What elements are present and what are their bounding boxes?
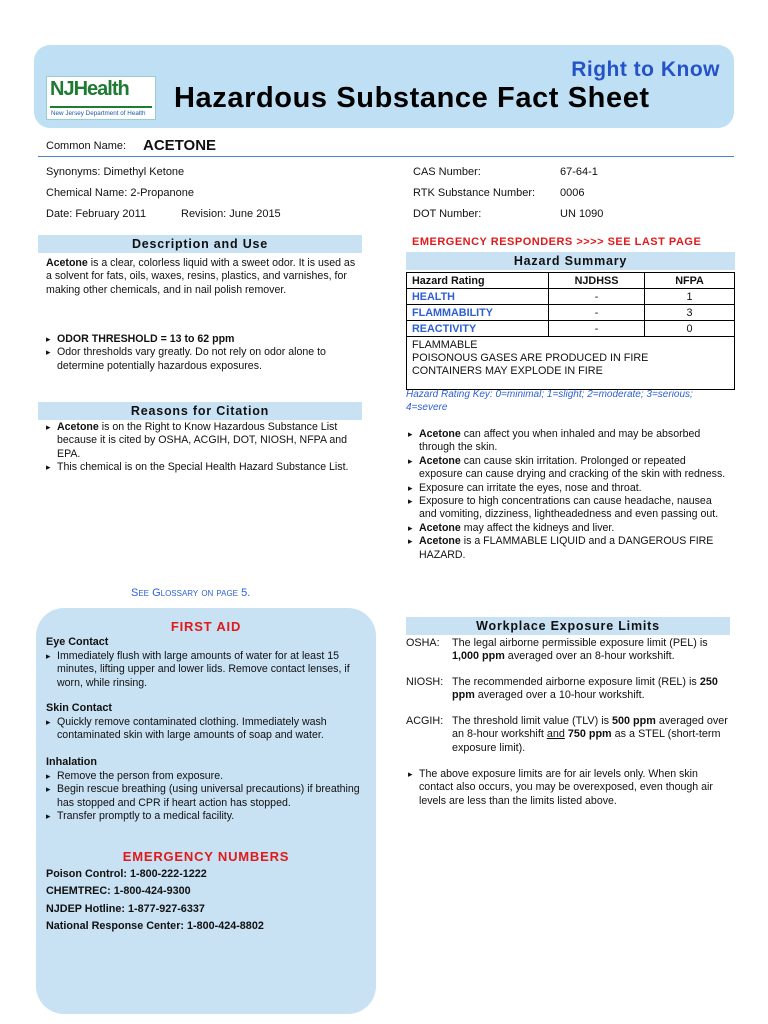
niosh-text-c: averaged over a 10-hour workshift. (474, 689, 645, 702)
niosh-limit (406, 676, 730, 703)
limits-note-list (408, 768, 730, 808)
acgih-and: and (546, 728, 565, 741)
odor-threshold-text: ODOR THRESHOLD = 13 to 62 ppm (57, 333, 235, 345)
description-body: is a clear, colorless liquid with a sweet odor. It is used as a solvent for fats, oils, waxes, resins, plastics, and varnishes, for making other chemicals, and in nail polish remover. (46, 257, 356, 296)
health-njdhss: - (549, 289, 645, 305)
hazard-table (406, 272, 735, 390)
synonyms: Synonyms: Dimethyl Ketone (46, 166, 185, 178)
skin-contact-list (46, 716, 364, 743)
cas-label: CAS Number: (413, 166, 481, 178)
osha-text (452, 637, 730, 664)
hazard-row-flammability (407, 305, 735, 321)
eye-contact-item: ▸ Immediately flush with large amounts of water for at least 15 minutes, lifting upper and lower lids. Remove contact lenses, if worn, while rinsing. (46, 650, 364, 690)
national-response-center: National Response Center: 1-800-424-8802 (46, 920, 264, 933)
revision: Revision: June 2015 (181, 208, 281, 220)
acgih-label: ACGIH: (406, 715, 444, 727)
limits-note: ▸ The above exposure limits are for air levels only. When skin contact also occurs, you may be overexposed, even though air levels are less than the limits listed above. (408, 768, 730, 808)
hazard-table-header (407, 273, 735, 289)
effect-5-lead: Acetone (419, 521, 461, 534)
chemical-name: Chemical Name: 2-Propanone (46, 187, 194, 199)
skin-contact-heading: Skin Contact (46, 702, 112, 714)
health-nfpa: 1 (645, 289, 735, 305)
right-to-know-label: Right to Know (571, 58, 720, 81)
logo-dept: New Jersey Department of Health (51, 110, 146, 117)
responders-note: EMERGENCY RESPONDERS >>>> SEE LAST PAGE (412, 236, 702, 248)
col-nfpa: NFPA (645, 273, 735, 289)
odor-list (46, 333, 358, 373)
acgih-limit (406, 715, 730, 755)
dot-value: UN 1090 (560, 208, 604, 220)
first-aid-heading: FIRST AID (170, 619, 242, 634)
citation-item-1-lead: Acetone (57, 421, 99, 433)
effect-1 (408, 428, 728, 455)
acgih-text-c: averaged over an 8-hour workshift (452, 715, 728, 741)
date: Date: February 2011 (46, 208, 147, 220)
effect-5-text: may affect the kidneys and liver. (460, 521, 615, 534)
acgih-text (452, 715, 730, 755)
citation-list (46, 421, 358, 475)
poison-control: Poison Control: 1-800-222-1222 (46, 868, 207, 880)
njdep-hotline: NJDEP Hotline: 1-877-927-6337 (46, 902, 205, 915)
niosh-value: 250 ppm (452, 676, 718, 702)
effect-2-lead: Acetone (419, 454, 461, 467)
inhalation-item-2: ▸ Begin rescue breathing (using universal precautions) if breathing has stopped and CPR if heart action has stopped. (46, 783, 364, 810)
reactivity-label: REACTIVITY (407, 321, 549, 337)
col-hazard-rating: Hazard Rating (407, 273, 549, 289)
niosh-text-a: The recommended airborne exposure limit (REL) is (452, 676, 700, 688)
citation-heading: Reasons for Citation (38, 402, 362, 420)
common-name: ACETONE (143, 137, 217, 154)
rtk-label: RTK Substance Number: (413, 187, 536, 199)
emergency-numbers (46, 866, 264, 936)
effect-2 (408, 455, 728, 482)
acgih-text-f: as a STEL (short-term exposure limit). (452, 728, 721, 754)
osha-value: 1,000 ppm (452, 650, 505, 663)
common-name-label: Common Name: (46, 140, 127, 152)
effect-2-text: can cause skin irritation. Prolonged or repeated exposure can cause drying and cracking of the skin with redness. (419, 454, 726, 481)
hazard-note-3: CONTAINERS MAY EXPLODE IN FIRE (412, 365, 603, 377)
col-njdhss: NJDHSS (549, 273, 645, 289)
osha-limit (406, 637, 730, 664)
niosh-label: NIOSH: (406, 676, 444, 688)
reactivity-njdhss: - (549, 321, 645, 337)
hazard-row-reactivity (407, 321, 735, 337)
chemtrec: CHEMTREC: 1-800-424-9300 (46, 885, 191, 898)
citation-item-2: ▸ This chemical is on the Special Health Hazard Substance List. (46, 461, 358, 474)
effect-4: ▸ Exposure to high concentrations can cause headache, nausea and vomiting, dizziness, lightheadedness and even passing out. (408, 495, 728, 522)
effect-6-text: is a FLAMMABLE LIQUID and a DANGEROUS FIRE HAZARD. (419, 535, 714, 561)
hazard-rating-key: Hazard Rating Key: 0=minimal; 1=slight; 2=moderate; 3=serious; 4=severe (406, 389, 693, 413)
niosh-text (452, 676, 730, 703)
flammability-njdhss: - (549, 305, 645, 321)
odor-threshold (46, 333, 358, 346)
glossary-link[interactable]: See Glossary on page 5. (131, 587, 251, 599)
effects-list (408, 428, 728, 562)
limits-heading: Workplace Exposure Limits (406, 617, 730, 635)
eye-contact-list (46, 650, 364, 690)
osha-label: OSHA: (406, 637, 440, 649)
logo-rule (50, 106, 152, 108)
acgih-value-stel: 750 ppm (567, 728, 612, 741)
inhalation-heading: Inhalation (46, 756, 97, 768)
effect-1-lead: Acetone (419, 428, 461, 440)
emergency-heading: EMERGENCY NUMBERS (122, 849, 290, 864)
hazard-notes (407, 337, 735, 390)
flammability-nfpa: 3 (645, 305, 735, 321)
reactivity-nfpa: 0 (645, 321, 735, 337)
page-title: Hazardous Substance Fact Sheet (174, 82, 650, 114)
description-heading: Description and Use (38, 235, 362, 253)
hazard-notes-row (407, 337, 735, 390)
acgih-text-a: The threshold limit value (TLV) is (452, 715, 613, 727)
effect-1-text: can affect you when inhaled and may be absorbed through the skin. (419, 428, 701, 454)
acgih-value-tlv: 500 ppm (612, 715, 656, 727)
hazard-note-2: POISONOUS GASES ARE PRODUCED IN FIRE (412, 352, 649, 364)
citation-item-1 (46, 421, 358, 461)
flammability-label: FLAMMABILITY (407, 305, 549, 321)
nj-health-logo (46, 76, 156, 120)
common-name-rule (38, 156, 734, 157)
cas-value: 67-64-1 (560, 166, 598, 178)
osha-text-c: averaged over an 8-hour workshift. (504, 650, 675, 663)
description-text (46, 257, 358, 297)
hazard-row-health (407, 289, 735, 305)
dot-label: DOT Number: (413, 208, 482, 220)
health-label: HEALTH (407, 289, 549, 305)
hazard-summary-heading: Hazard Summary (406, 252, 735, 270)
inhalation-item-1: ▸ Remove the person from exposure. (46, 770, 364, 783)
skin-contact-item: ▸ Quickly remove contaminated clothing. Immediately wash contaminated skin with large amounts of soap and water. (46, 716, 364, 743)
odor-note: ▸ Odor thresholds vary greatly. Do not rely on odor alone to determine potentially hazardous exposures. (46, 346, 358, 373)
description-lead: Acetone (46, 257, 88, 269)
rtk-value: 0006 (560, 187, 585, 199)
citation-item-1-text: is on the Right to Know Hazardous Substance List because it is cited by OSHA, ACGIH, DOT, NIOSH, NFPA and EPA. (57, 421, 348, 460)
inhalation-item-3: ▸ Transfer promptly to a medical facility. (46, 810, 364, 823)
hazard-note-1: FLAMMABLE (412, 339, 478, 351)
effect-6 (408, 535, 728, 562)
effect-5 (408, 522, 728, 535)
effect-3: ▸ Exposure can irritate the eyes, nose and throat. (408, 482, 728, 495)
logo-text: NJHealth (50, 78, 129, 100)
osha-text-a: The legal airborne permissible exposure limit (PEL) is (452, 637, 708, 649)
inhalation-list (46, 770, 364, 824)
eye-contact-heading: Eye Contact (46, 636, 109, 648)
effect-6-lead: Acetone (419, 535, 461, 548)
